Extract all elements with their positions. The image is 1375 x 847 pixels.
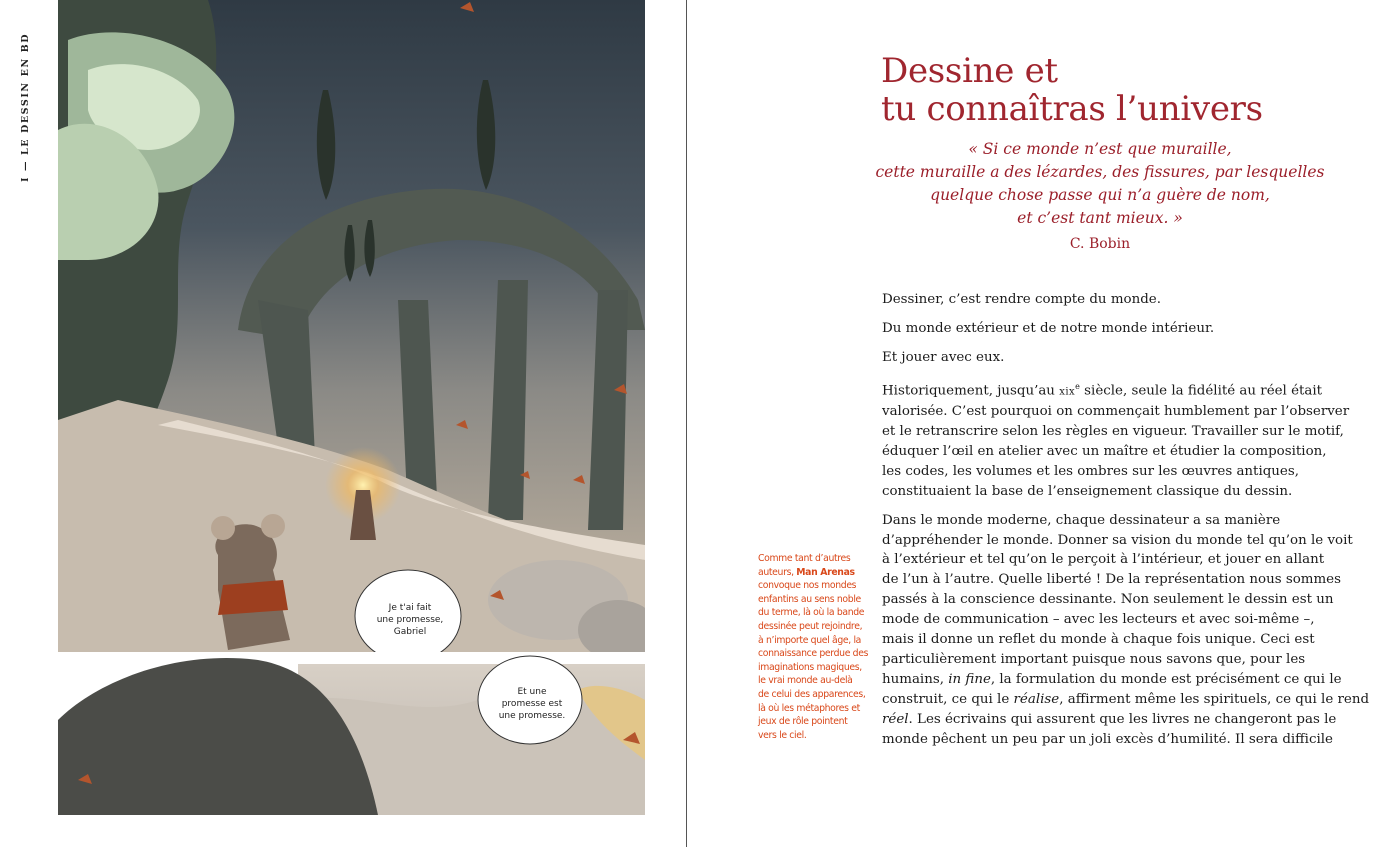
p5-line-4: de l’un à l’autre. Quelle liberté ! De la représentation nous sommes (882, 572, 1341, 588)
caption-line-2: auteurs, Man Arenas (758, 566, 855, 578)
caption-line-9: imaginations magiques, (758, 661, 862, 673)
caption-author-name: Man Arenas (796, 566, 855, 578)
chapter-title (881, 52, 1263, 128)
bubble-1-line-1: Je t'ai fait (388, 603, 432, 613)
paragraph-1: Dessiner, c’est rendre compte du monde. (882, 292, 1161, 307)
body-text (882, 290, 1370, 759)
p5-line-7: mais il donne un reflet du monde à chaque fois unique. Ceci est (882, 632, 1315, 648)
paragraph-4 (882, 377, 1350, 502)
p5-line-5: passés à la conscience dessinante. Non seulement le dessin est un (882, 592, 1334, 608)
caption-line-8: connaissance perdue des (758, 648, 869, 660)
p5-line-3: à l’extérieur et tel qu’on le perçoit à l’intérieur, et jouer en allant (882, 552, 1325, 568)
bubble-2-line-2: promesse est (501, 699, 563, 709)
caption-line-12: là où les métaphores et (758, 702, 860, 714)
page-gutter (686, 0, 687, 847)
p4-line-2: valorisée. C’est pourquoi on commençait humblement par l’observer (882, 404, 1350, 420)
p5-line-2: d’appréhender le monde. Donner sa vision du monde tel qu’on le voit (882, 532, 1353, 548)
p5-line-10: construit, ce qui le réalise, affirment même les spirituels, ce qui le rend (882, 691, 1370, 707)
caption-line-11: de celui des apparences, (758, 688, 866, 700)
p5-line-9: humains, in fine, la formulation du monde est précisément ce qui le (882, 671, 1342, 687)
caption-line-13: jeux de rôle pointent (758, 716, 848, 728)
caption-line-10: le vrai monde au-delà (758, 675, 853, 687)
caption-line-1: Comme tant d’autres (758, 553, 851, 564)
caption-line-14: vers le ciel. (758, 729, 807, 741)
caption-line-5: du terme, là où la bande (758, 607, 865, 619)
paragraph-5 (882, 511, 1370, 750)
title-line-2: tu connaîtras l’univers (881, 89, 1263, 129)
caption-line-4: enfantins au sens noble (758, 593, 861, 605)
bubble-1-line-2: une promesse, (376, 615, 444, 625)
p4-line-4: éduquer l’œil en atelier avec un maître et étudier la composition, (882, 443, 1327, 459)
p5-line-1: Dans le monde moderne, chaque dessinateur a sa manière (882, 512, 1281, 528)
p5-line-8: particulièrement important puisque nous savons que, pour les (882, 651, 1306, 667)
caption-line-7: à n’importe quel âge, la (758, 634, 862, 646)
caption-line-3: convoque nos mondes (758, 580, 857, 592)
p4-line-3: et le retranscrire selon les règles en vigueur. Travailler sur le motif, (882, 424, 1344, 439)
p5-line-11: réel. Les écrivains qui assurent que les livres ne changeront pas le (882, 711, 1337, 727)
title-line-1: Dessine et (881, 51, 1058, 91)
p4-line-5: les codes, les volumes et les ombres sur les œuvres antiques, (882, 463, 1299, 479)
epigraph-line-1: « Si ce monde n’est que muraille, (968, 140, 1232, 158)
p5-line-12: monde pêchent un peu par un joli excès d’humilité. Il sera difficile (882, 731, 1333, 747)
bubble-2-line-1: Et une (517, 687, 547, 697)
epigraph (870, 138, 1330, 230)
epigraph-line-2: cette muraille a des lézardes, des fissures, par lesquelles (875, 163, 1325, 181)
p4-line-6: constituaient la base de l’enseignement classique du dessin. (882, 483, 1293, 499)
caption-line-6: dessinée peut rejoindre, (758, 620, 863, 632)
epigraph-line-3: quelque chose passe qui n’a guère de nom, (930, 186, 1270, 204)
side-caption (758, 552, 870, 742)
comic-illustration (58, 0, 645, 815)
bubble-2-line-3: une promesse. (498, 711, 566, 721)
paragraph-3: Et jouer avec eux. (882, 349, 1005, 365)
p5-line-6: mode de communication – avec les lecteurs et avec soi-même –, (882, 612, 1315, 628)
p4-line-1: Historiquement, jusqu’au xix$^e$ siècle, seule la fidélité au réel était (882, 381, 1323, 399)
running-head: I — LE DESSIN EN BD (20, 32, 31, 182)
epigraph-line-4: et c’est tant mieux. » (1017, 209, 1183, 227)
epigraph-attribution: C. Bobin (1069, 236, 1131, 252)
bubble-1-line-3: Gabriel (393, 627, 427, 637)
paragraph-2: Du monde extérieur et de notre monde intérieur. (882, 320, 1215, 336)
